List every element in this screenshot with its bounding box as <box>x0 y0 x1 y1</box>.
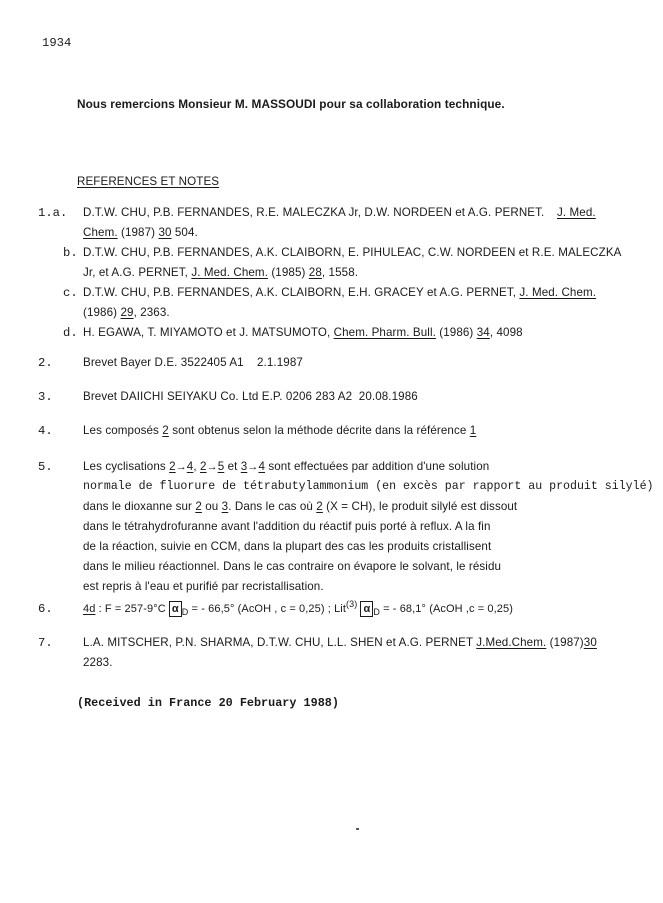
reference-label: 6. <box>38 602 53 616</box>
references-heading: REFERENCES ET NOTES <box>77 175 220 188</box>
reference-line: normale de fluorure de tétrabutylammonium (en excès par rapport au produit silylé) <box>83 480 654 493</box>
journal-name: J. Med. <box>557 206 596 219</box>
reference-label: d. <box>63 326 78 340</box>
compound-number: 2 <box>169 460 176 473</box>
scan-speck <box>356 828 359 830</box>
page-ref: , 1558. <box>321 266 359 279</box>
reference-authors: D.T.W. CHU, P.B. FERNANDES, R.E. MALECZKA Jr, D.W. NORDEEN et A.G. PERNET. <box>83 206 545 219</box>
year: (1986) <box>439 326 474 339</box>
arrow-icon: → <box>247 461 259 473</box>
reference-label: c. <box>63 286 78 300</box>
reference-citation <box>83 633 597 653</box>
reference-citation <box>83 323 523 343</box>
compound-number: 2 <box>162 424 169 437</box>
volume: 29 <box>120 306 134 319</box>
journal-name: J. Med. Chem. <box>519 286 597 299</box>
reference-text: Brevet Bayer D.E. 3522405 A1 2.1.1987 <box>83 356 303 369</box>
reference-citation <box>83 263 358 283</box>
compound-number: 3 <box>240 460 248 473</box>
page-number: 1934 <box>42 36 72 50</box>
reference-label: 1.a. <box>38 206 68 220</box>
journal-name: J.Med.Chem. <box>476 636 547 649</box>
compound-number: 2 <box>316 500 323 513</box>
volume: 30 <box>158 226 172 239</box>
reference-label: 3. <box>38 390 53 404</box>
reference-line: dans le tétrahydrofuranne avant l'addition du réactif puis porté à reflux. A la fin <box>83 520 491 533</box>
reference-line: est repris à l'eau et purifié par recristallisation. <box>83 580 324 593</box>
page-ref: , 4098 <box>489 326 523 339</box>
page-ref: , 2363. <box>133 306 170 319</box>
compound-number: 2 <box>200 460 207 473</box>
reference-authors: D.T.W. CHU, P.B. FERNANDES, A.K. CLAIBORN, E.H. GRACEY et A.G. PERNET, J. Med. Chem. <box>83 286 597 299</box>
acknowledgement: Nous remercions Monsieur M. MASSOUDI pour sa collaboration technique. <box>77 97 505 111</box>
arrow-icon: → <box>206 461 218 473</box>
compound-number: 5 <box>217 460 225 473</box>
volume: 34 <box>476 326 490 339</box>
reference-label: b. <box>63 246 78 260</box>
arrow-icon: → <box>175 461 187 473</box>
reference-line: de la réaction, suivie en CCM, dans la plupart des cas les produits cristallisent <box>83 540 492 553</box>
authors-cont: Jr, et A.G. PERNET, <box>83 266 188 279</box>
alpha-symbol: α <box>360 601 373 617</box>
reference-authors: D.T.W. CHU, P.B. FERNANDES, A.K. CLAIBORN, E. PIHULEAC, C.W. NORDEEN et R.E. MALECZKA <box>83 246 622 259</box>
alpha-symbol: α <box>169 601 182 617</box>
year: (1985) <box>271 266 306 279</box>
reference-label: 7. <box>38 636 53 650</box>
journal-name: J. Med. Chem. <box>191 266 269 279</box>
volume: 28 <box>308 266 322 279</box>
received-date: (Received in France 20 February 1988) <box>77 696 339 710</box>
journal-name: Chem. <box>83 226 118 239</box>
year: (1986) <box>83 306 118 319</box>
reference-text: Les composés 2 sont obtenus selon la méthode décrite dans la référence 1 <box>83 424 477 437</box>
page-ref: 504. <box>174 226 198 239</box>
reference-number: 1 <box>469 424 477 437</box>
reference-citation <box>83 223 198 243</box>
reference-authors: L.A. MITSCHER, P.N. SHARMA, D.T.W. CHU, L.L. SHEN et A.G. PERNET <box>83 636 473 649</box>
compound-number: 4 <box>258 460 266 473</box>
reference-label: 4. <box>38 424 53 438</box>
volume: 30 <box>583 636 597 649</box>
reference-label: 2. <box>38 356 53 370</box>
reference-label: 5. <box>38 460 53 474</box>
reference-text: Brevet DAIICHI SEIYAKU Co. Ltd E.P. 0206 283 A2 20.08.1986 <box>83 390 418 403</box>
reference-line: Les cyclisations 2→4, 2→5 et 3→4 sont effectuées par addition d'une solution <box>83 460 490 473</box>
compound-number: 3 <box>221 500 229 513</box>
optical-rotation-data: 4d : F = 257-9°C α $_D$ = - 66,5° (AcOH , c = 0,25) ; Lit$^{(3)}$ α $_D$ = - 68,1° (AcOH ,c = 0,25) <box>83 599 514 617</box>
reference-citation <box>83 303 170 323</box>
reference-authors: H. EGAWA, T. MIYAMOTO et J. MATSUMOTO, <box>83 326 331 339</box>
reference-line: dans le milieu réactionnel. Dans le cas contraire on évapore le solvant, le résidu <box>83 560 502 573</box>
page-ref: 2283. <box>83 656 113 669</box>
reference-line: dans le dioxanne sur 2 ou 3. Dans le cas où 2 (X = CH), le produit silylé est dissout <box>83 500 518 513</box>
year: (1987) <box>549 636 584 649</box>
compound-number: 4d <box>83 603 96 615</box>
journal-name: Chem. Pharm. Bull. <box>333 326 436 339</box>
year: (1987) <box>120 226 156 239</box>
compound-number: 2 <box>195 500 202 513</box>
compound-number: 4 <box>186 460 194 473</box>
